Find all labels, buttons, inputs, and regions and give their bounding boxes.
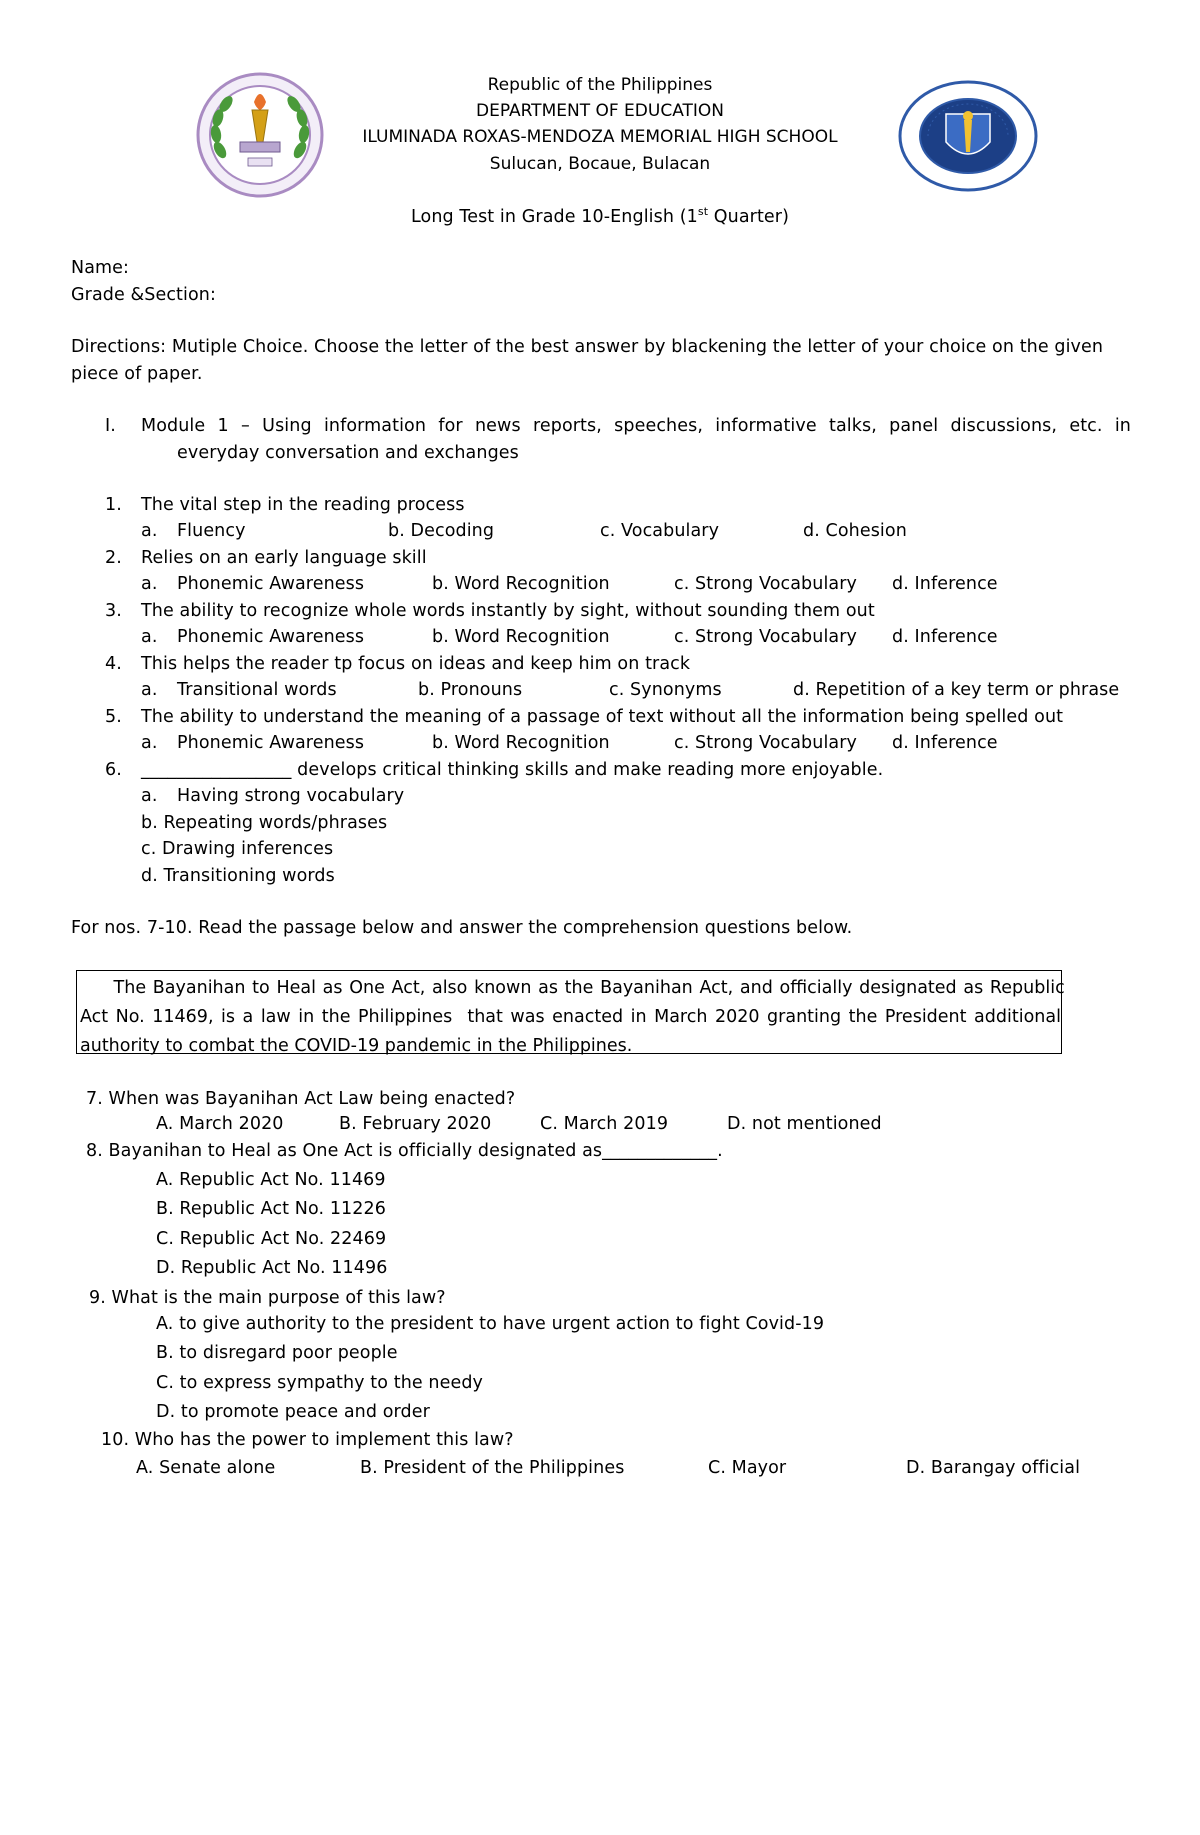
q2-choice-a: Phonemic Awareness: [177, 574, 365, 594]
q2-choice-b: b. Word Recognition: [432, 574, 610, 594]
q2-choice-d: d. Inference: [892, 574, 998, 594]
q8-choice-c: C. Republic Act No. 22469: [156, 1229, 387, 1249]
q3-choice-c: c. Strong Vocabulary: [674, 627, 857, 647]
passage-line-2: [80, 1003, 1059, 1032]
q1-choice-a: Fluency: [177, 521, 246, 541]
q4-choice-a-letter: a.: [141, 680, 158, 700]
q9-choice-d: D. to promote peace and order: [156, 1402, 430, 1422]
q4-text: This helps the reader tp focus on ideas and keep him on track: [141, 654, 691, 674]
q10-choice-d: D. Barangay official: [906, 1458, 1081, 1478]
passage-line-2-text: Act No. 11469, is a law in the Philippines that was enacted in March 2020 granting the President additional: [80, 1007, 1061, 1027]
q6-text: [141, 760, 883, 780]
q6-choice-b: b. Repeating words/phrases: [141, 813, 388, 833]
test-title-main: Long Test in Grade 10-English (1: [410, 206, 698, 227]
q10-choice-c: C. Mayor: [708, 1458, 787, 1478]
passage-intro: For nos. 7-10. Read the passage below and answer the comprehension questions below.: [71, 918, 853, 938]
name-label: Name:: [71, 258, 130, 278]
q10-choice-a: A. Senate alone: [136, 1458, 276, 1478]
q6-text-rest: develops critical thinking skills and make reading more enjoyable.: [291, 760, 884, 780]
q2-choice-a-letter: a.: [141, 574, 158, 594]
test-title-end: Quarter): [708, 206, 790, 227]
passage-line-3: authority to combat the COVID-19 pandemic in the Philippines.: [80, 1036, 633, 1056]
q6-choice-a: Having strong vocabulary: [177, 786, 405, 806]
directions-line-2: piece of paper.: [71, 364, 203, 384]
q4-number: 4.: [105, 654, 122, 674]
q8-choice-a: A. Republic Act No. 11469: [156, 1170, 386, 1190]
q3-choice-a: Phonemic Awareness: [177, 627, 365, 647]
q2-number: 2.: [105, 548, 122, 568]
module-line-1-text: Module 1 – Using information for news reports, speeches, informative talks, panel discussions, etc. in: [141, 416, 1131, 436]
q4-choice-c: c. Synonyms: [609, 680, 722, 700]
q7-choice-c: C. March 2019: [540, 1114, 669, 1134]
q6-choice-a-letter: a.: [141, 786, 158, 806]
test-title: [300, 205, 900, 227]
passage-line-1: [80, 974, 1065, 1003]
q8-choice-d: D. Republic Act No. 11496: [156, 1258, 388, 1278]
passage-line-1-text: The Bayanihan to Heal as One Act, also known as the Bayanihan Act, and officially designated as Republic: [80, 978, 1065, 998]
q4-choice-d: d. Repetition of a key term or phrase: [793, 680, 1120, 700]
q7-text: 7. When was Bayanihan Act Law being enacted?: [86, 1089, 516, 1109]
q1-number: 1.: [105, 495, 122, 515]
module-number: I.: [105, 416, 116, 436]
q1-choice-d: d. Cohesion: [803, 521, 907, 541]
q1-choice-a-letter: a.: [141, 521, 158, 541]
q5-choice-d: d. Inference: [892, 733, 998, 753]
module-line-2: everyday conversation and exchanges: [177, 443, 519, 463]
q4-choice-b: b. Pronouns: [418, 680, 523, 700]
passage-box: [76, 970, 1065, 1056]
q3-text: The ability to recognize whole words instantly by sight, without sounding them out: [141, 601, 875, 621]
q7-choice-a: A. March 2020: [156, 1114, 284, 1134]
directions-line-1: Directions: Mutiple Choice. Choose the letter of the best answer by blackening the letter of your choice on the given: [71, 337, 1104, 357]
header-republic: Republic of the Philippines: [487, 75, 713, 95]
header-school-name: ILUMINADA ROXAS-MENDOZA MEMORIAL HIGH SCHOOL: [362, 127, 838, 147]
q5-number: 5.: [105, 707, 122, 727]
q1-text: The vital step in the reading process: [141, 495, 465, 515]
q10-text: 10. Who has the power to implement this law?: [101, 1430, 514, 1450]
q9-text: 9. What is the main purpose of this law?: [89, 1288, 446, 1308]
q9-choice-b: B. to disregard poor people: [156, 1343, 398, 1363]
q6-number: 6.: [105, 760, 122, 780]
q3-choice-d: d. Inference: [892, 627, 998, 647]
q5-choice-a-letter: a.: [141, 733, 158, 753]
q1-choice-c: c. Vocabulary: [600, 521, 720, 541]
q5-choice-a: Phonemic Awareness: [177, 733, 365, 753]
q6-choice-c: c. Drawing inferences: [141, 839, 334, 859]
module-line-1-justified: [141, 416, 1131, 436]
q10-choice-b: B. President of the Philippines: [360, 1458, 625, 1478]
q9-choice-a: A. to give authority to the president to have urgent action to fight Covid-19: [156, 1314, 825, 1334]
q4-choice-a: Transitional words: [177, 680, 337, 700]
q6-choice-d: d. Transitioning words: [141, 866, 335, 886]
grade-section-label: Grade &Section:: [71, 285, 216, 305]
q2-text: Relies on an early language skill: [141, 548, 427, 568]
q3-choice-b: b. Word Recognition: [432, 627, 610, 647]
q8-choice-b: B. Republic Act No. 11226: [156, 1199, 386, 1219]
q2-choice-c: c. Strong Vocabulary: [674, 574, 857, 594]
header-address: Sulucan, Bocaue, Bulacan: [489, 154, 711, 174]
q5-text: The ability to understand the meaning of a passage of text without all the information being spelled out: [141, 707, 1064, 727]
q3-choice-a-letter: a.: [141, 627, 158, 647]
q5-choice-c: c. Strong Vocabulary: [674, 733, 857, 753]
q1-choice-b: b. Decoding: [388, 521, 495, 541]
q5-choice-b: b. Word Recognition: [432, 733, 610, 753]
q8-text: 8. Bayanihan to Heal as One Act is officially designated as_____________.: [86, 1141, 723, 1161]
deped-seal: [898, 80, 1038, 192]
test-title-sup: st: [697, 205, 709, 218]
q7-choice-d: D. not mentioned: [727, 1114, 882, 1134]
header-department: DEPARTMENT OF EDUCATION: [475, 101, 724, 121]
module-line-1: [141, 416, 1131, 436]
q9-choice-c: C. to express sympathy to the needy: [156, 1373, 484, 1393]
q6-blank: _________________: [141, 760, 292, 780]
q3-number: 3.: [105, 601, 122, 621]
q7-choice-b: B. February 2020: [339, 1114, 492, 1134]
